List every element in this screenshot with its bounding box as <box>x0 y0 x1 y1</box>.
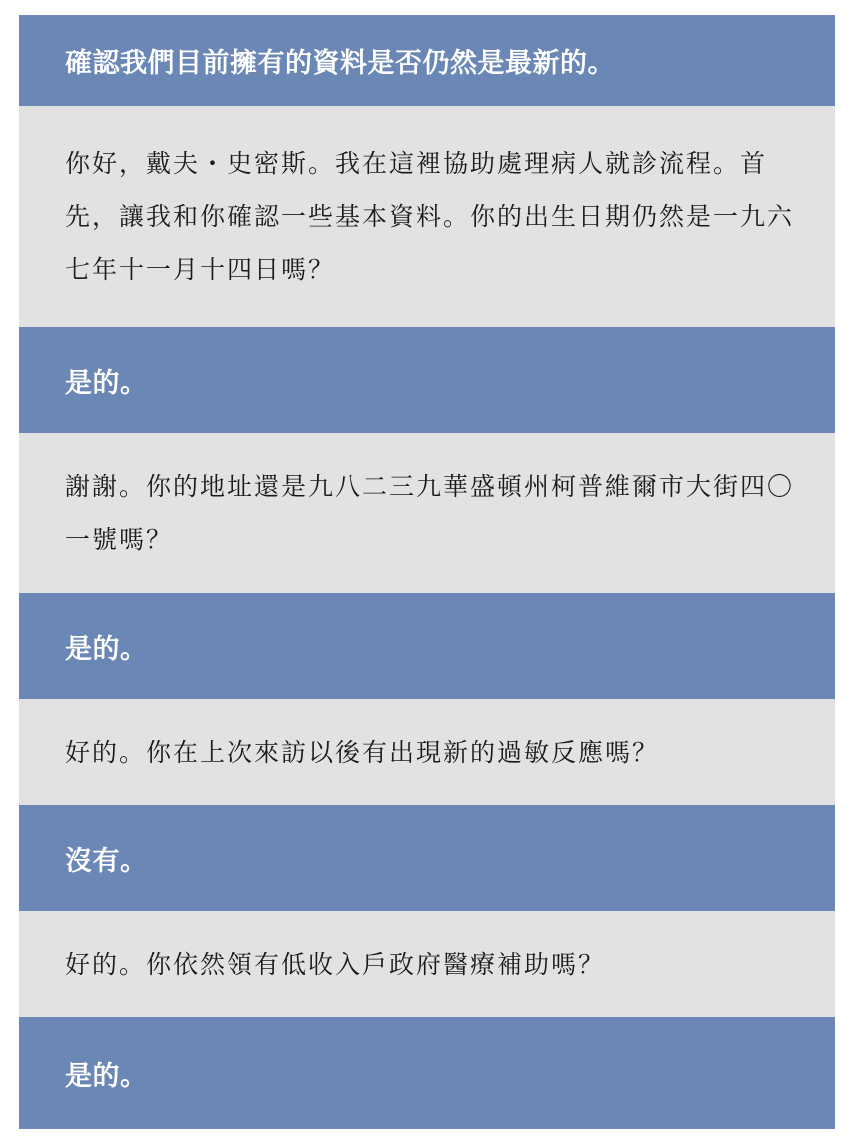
reply-block-3 <box>19 593 835 699</box>
reply-text: 沒有。 <box>65 845 148 877</box>
reply-text: 是的。 <box>65 367 148 399</box>
prompt-block-1 <box>19 106 835 327</box>
prompt-block-4 <box>19 911 835 1017</box>
prompt-block-3 <box>19 699 835 805</box>
prompt-text: 好的。你在上次來訪以後有出現新的過敏反應嗎？ <box>65 737 660 767</box>
prompt-text: 你好，戴夫・史密斯。我在這裡協助處理病人就診流程。首先，讓我和你確認一些基本資料。你的出生日期仍然是一九六七年十一月十四日嗎？ <box>65 149 795 284</box>
prompt-text: 好的。你依然領有低收入戶政府醫療補助嗎？ <box>65 949 606 979</box>
prompt-text: 謝謝。你的地址還是九八二三九華盛頓州柯普維爾市大街四〇一號嗎？ <box>65 472 795 554</box>
reply-block-5 <box>19 1017 835 1129</box>
prompt-block-2 <box>19 433 835 593</box>
reply-block-4 <box>19 805 835 911</box>
reply-text: 是的。 <box>65 633 148 665</box>
reply-text: 是的。 <box>65 1060 148 1092</box>
reply-text: 確認我們目前擁有的資料是否仍然是最新的。 <box>65 48 615 79</box>
reply-block-1 <box>19 15 835 106</box>
reply-block-2 <box>19 327 835 433</box>
dialogue-transcript <box>19 15 835 1129</box>
